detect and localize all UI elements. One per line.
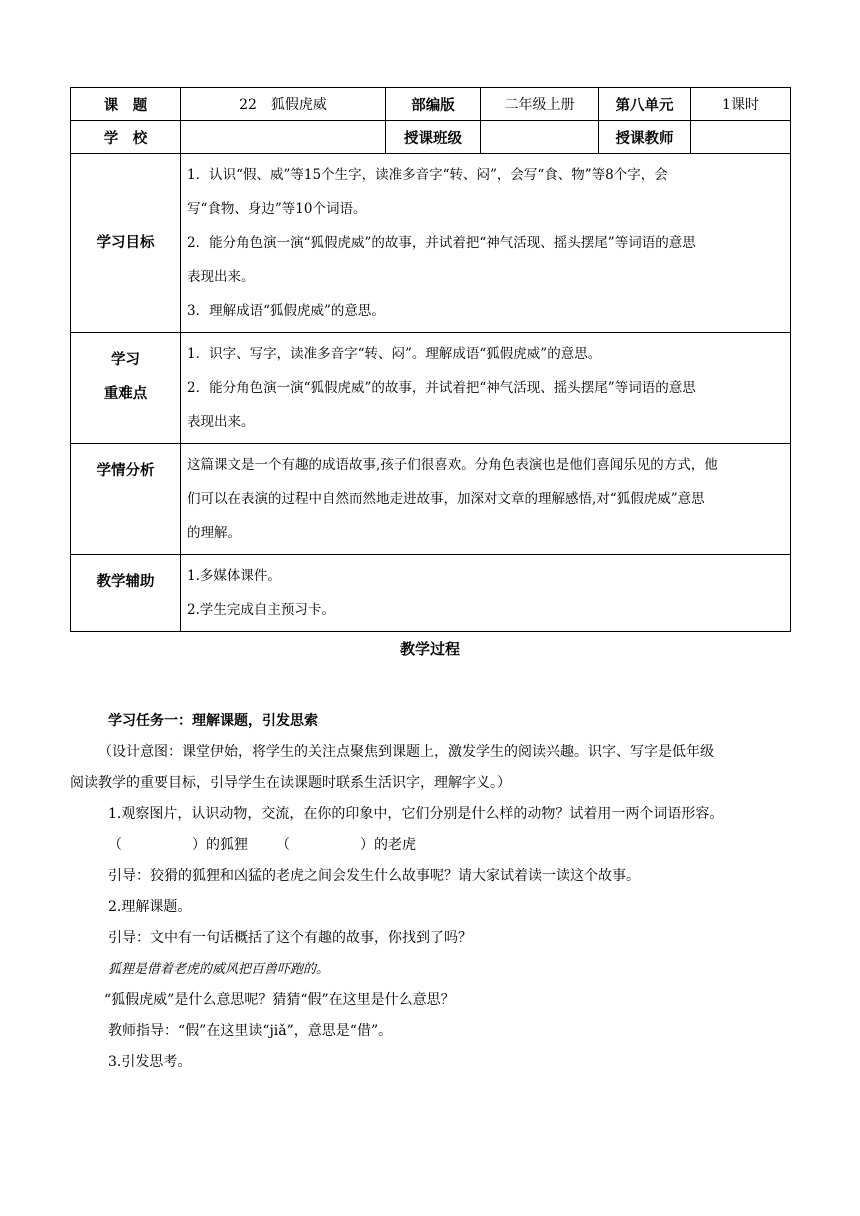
lesson-info-table (70, 87, 791, 632)
table-row-topic (71, 88, 791, 121)
design-intent-line2: 阅读教学的重要目标，引导学生在读课题时联系生活识字，理解字义。） (70, 775, 511, 791)
analysis-label: 学情分析 (71, 444, 181, 555)
unit: 第八单元 (599, 88, 691, 121)
goals-line: 1．认识“假、威”等15个生字，读准多音字“转、闷”，会写“食、物”等8个字，会 (187, 167, 668, 183)
teacher-label: 授课教师 (599, 121, 691, 154)
task1-heading: 学习任务一：理解课题，引发思索 (108, 713, 318, 729)
analysis-content (181, 444, 791, 555)
edition: 部编版 (386, 88, 481, 121)
key-points-line: 1．识字、写字，读准多音字“转、闷”。理解成语“狐假虎威”的意思。 (187, 346, 602, 362)
analysis-line: 的理解。 (187, 525, 241, 541)
design-intent-line1: （设计意图：课堂伊始，将学生的关注点聚焦到课题上，激发学生的阅读兴趣。识字、写字是低年级 (98, 744, 714, 760)
quote-sentence: 狐狸是借着老虎的威风把百兽吓跑的。 (108, 962, 330, 977)
goals-label: 学习目标 (71, 154, 181, 333)
guide2: 引导：文中有一句话概括了这个有趣的故事，你找到了吗？ (108, 930, 472, 946)
key-points-label (71, 333, 181, 444)
guide1: 引导：狡猾的狐狸和凶猛的老虎之间会发生什么故事呢？请大家试着读一读这个故事。 (108, 868, 640, 884)
topic-label: 课 题 (71, 88, 181, 121)
teacher-value (691, 121, 791, 154)
hours: 1课时 (691, 88, 791, 121)
blank-tiger: （ ）的老虎 (276, 837, 416, 853)
question: “狐假虎威”是什么意思呢？猜猜“假”在这里是什么意思？ (104, 992, 455, 1008)
topic-value: 22 狐假虎威 (181, 88, 386, 121)
goals-line: 3．理解成语“狐假虎威”的意思。 (187, 303, 385, 319)
goals-content (181, 154, 791, 333)
aids-content (181, 555, 791, 632)
key-points-content (181, 333, 791, 444)
table-row-key-points (71, 333, 791, 444)
aids-line: 1.多媒体课件。 (187, 568, 281, 584)
key-points-line: 2．能分角色演一演“狐假虎威”的故事，并试着把“神气活现、摇头摆尾”等词语的意思 (187, 380, 696, 396)
key-points-label-line1: 学习 (111, 352, 140, 368)
table-row-school (71, 121, 791, 154)
process-title: 教学过程 (399, 640, 460, 658)
aids-label: 教学辅助 (71, 555, 181, 632)
aids-line: 2.学生完成自主预习卡。 (187, 602, 335, 618)
goals-line: 2．能分角色演一演“狐假虎威”的故事，并试着把“神气活现、摇头摆尾”等词语的意思 (187, 235, 696, 251)
table-row-goals (71, 154, 791, 333)
analysis-line: 这篇课文是一个有趣的成语故事,孩子们很喜欢。分角色表演也是他们喜闻乐见的方式，他 (187, 457, 718, 473)
school-label: 学 校 (71, 121, 181, 154)
process-body (70, 706, 790, 1078)
class-label: 授课班级 (386, 121, 481, 154)
table-row-aids (71, 555, 791, 632)
goals-line: 表现出来。 (187, 269, 255, 285)
step3: 3.引发思考。 (108, 1054, 192, 1070)
teacher-guide: 教师指导：“假”在这里读“jiǎ”，意思是“借”。 (108, 1023, 393, 1039)
grade: 二年级上册 (481, 88, 599, 121)
step1: 1.观察图片，认识动物，交流，在你的印象中，它们分别是什么样的动物？试着用一两个词语形容。 (108, 806, 724, 822)
school-value (181, 121, 386, 154)
class-value (481, 121, 599, 154)
key-points-label-line2: 重难点 (103, 386, 148, 402)
blanks-line (70, 830, 790, 861)
step2: 2.理解课题。 (108, 899, 192, 915)
table-row-analysis (71, 444, 791, 555)
blank-fox: （ ）的狐狸 (108, 837, 248, 853)
key-points-line: 表现出来。 (187, 414, 255, 430)
goals-line: 写“食物、身边”等10个词语。 (187, 201, 367, 217)
analysis-line: 们可以在表演的过程中自然而然地走进故事，加深对文章的理解感悟,对“狐假虎威”意思 (187, 491, 705, 507)
